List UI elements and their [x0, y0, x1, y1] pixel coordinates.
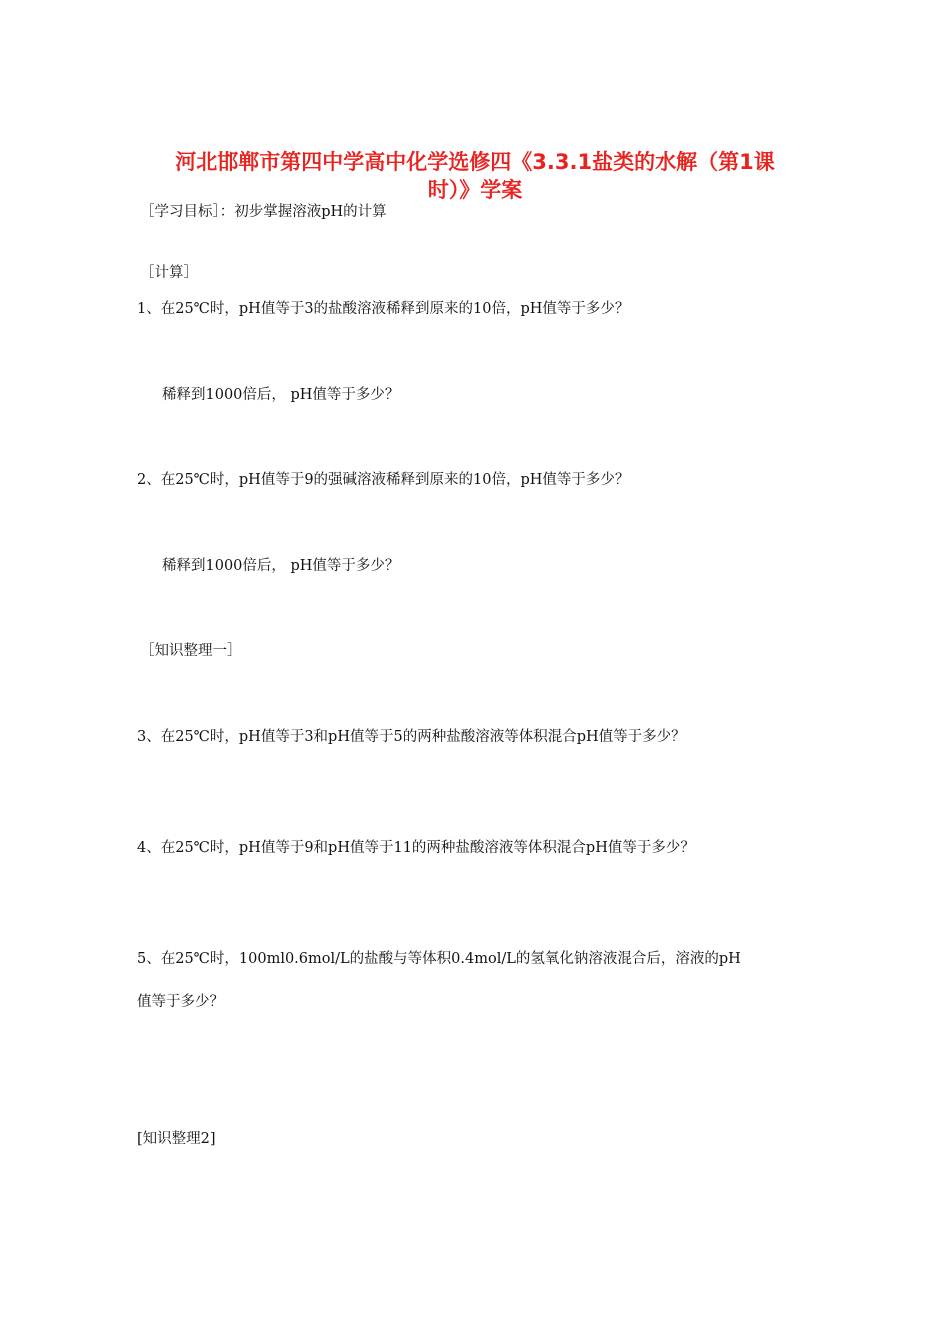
learning-objective: ［学习目标］：初步掌握溶液pH的计算	[140, 204, 387, 220]
question-5-line-1: 5、在25℃时，100ml0.6mol/L的盐酸与等体积0.4mol/L的氢氧化钠溶液混合后，溶液的pH	[137, 951, 741, 967]
question-5-line-2: 值等于多少？	[137, 994, 224, 1010]
section-heading-knowledge-1: ［知识整理一］	[140, 643, 242, 659]
section-heading-calculation: ［计算］	[140, 265, 198, 281]
section-heading-knowledge-2: [知识整理2]	[137, 1131, 216, 1147]
question-1: 1、在25℃时，pH值等于3的盐酸溶液稀释到原来的10倍，pH值等于多少？	[137, 301, 630, 317]
question-1-followup: 稀释到1000倍后， pH值等于多少？	[162, 387, 400, 403]
question-2-followup: 稀释到1000倍后， pH值等于多少？	[162, 558, 400, 574]
question-2: 2、在25℃时，pH值等于9的强碱溶液稀释到原来的10倍，pH值等于多少？	[137, 472, 630, 488]
document-title-line-1: 河北邯郸市第四中学高中化学选修四《3.3.1盐类的水解（第1课	[175, 150, 775, 174]
question-4: 4、在25℃时，pH值等于9和pH值等于11的两种盐酸溶液等体积混合pH值等于多少？	[137, 840, 695, 856]
document-title-line-2: 时）》学案	[427, 178, 523, 202]
question-3: 3、在25℃时，pH值等于3和pH值等于5的两种盐酸溶液等体积混合pH值等于多少？	[137, 729, 686, 745]
